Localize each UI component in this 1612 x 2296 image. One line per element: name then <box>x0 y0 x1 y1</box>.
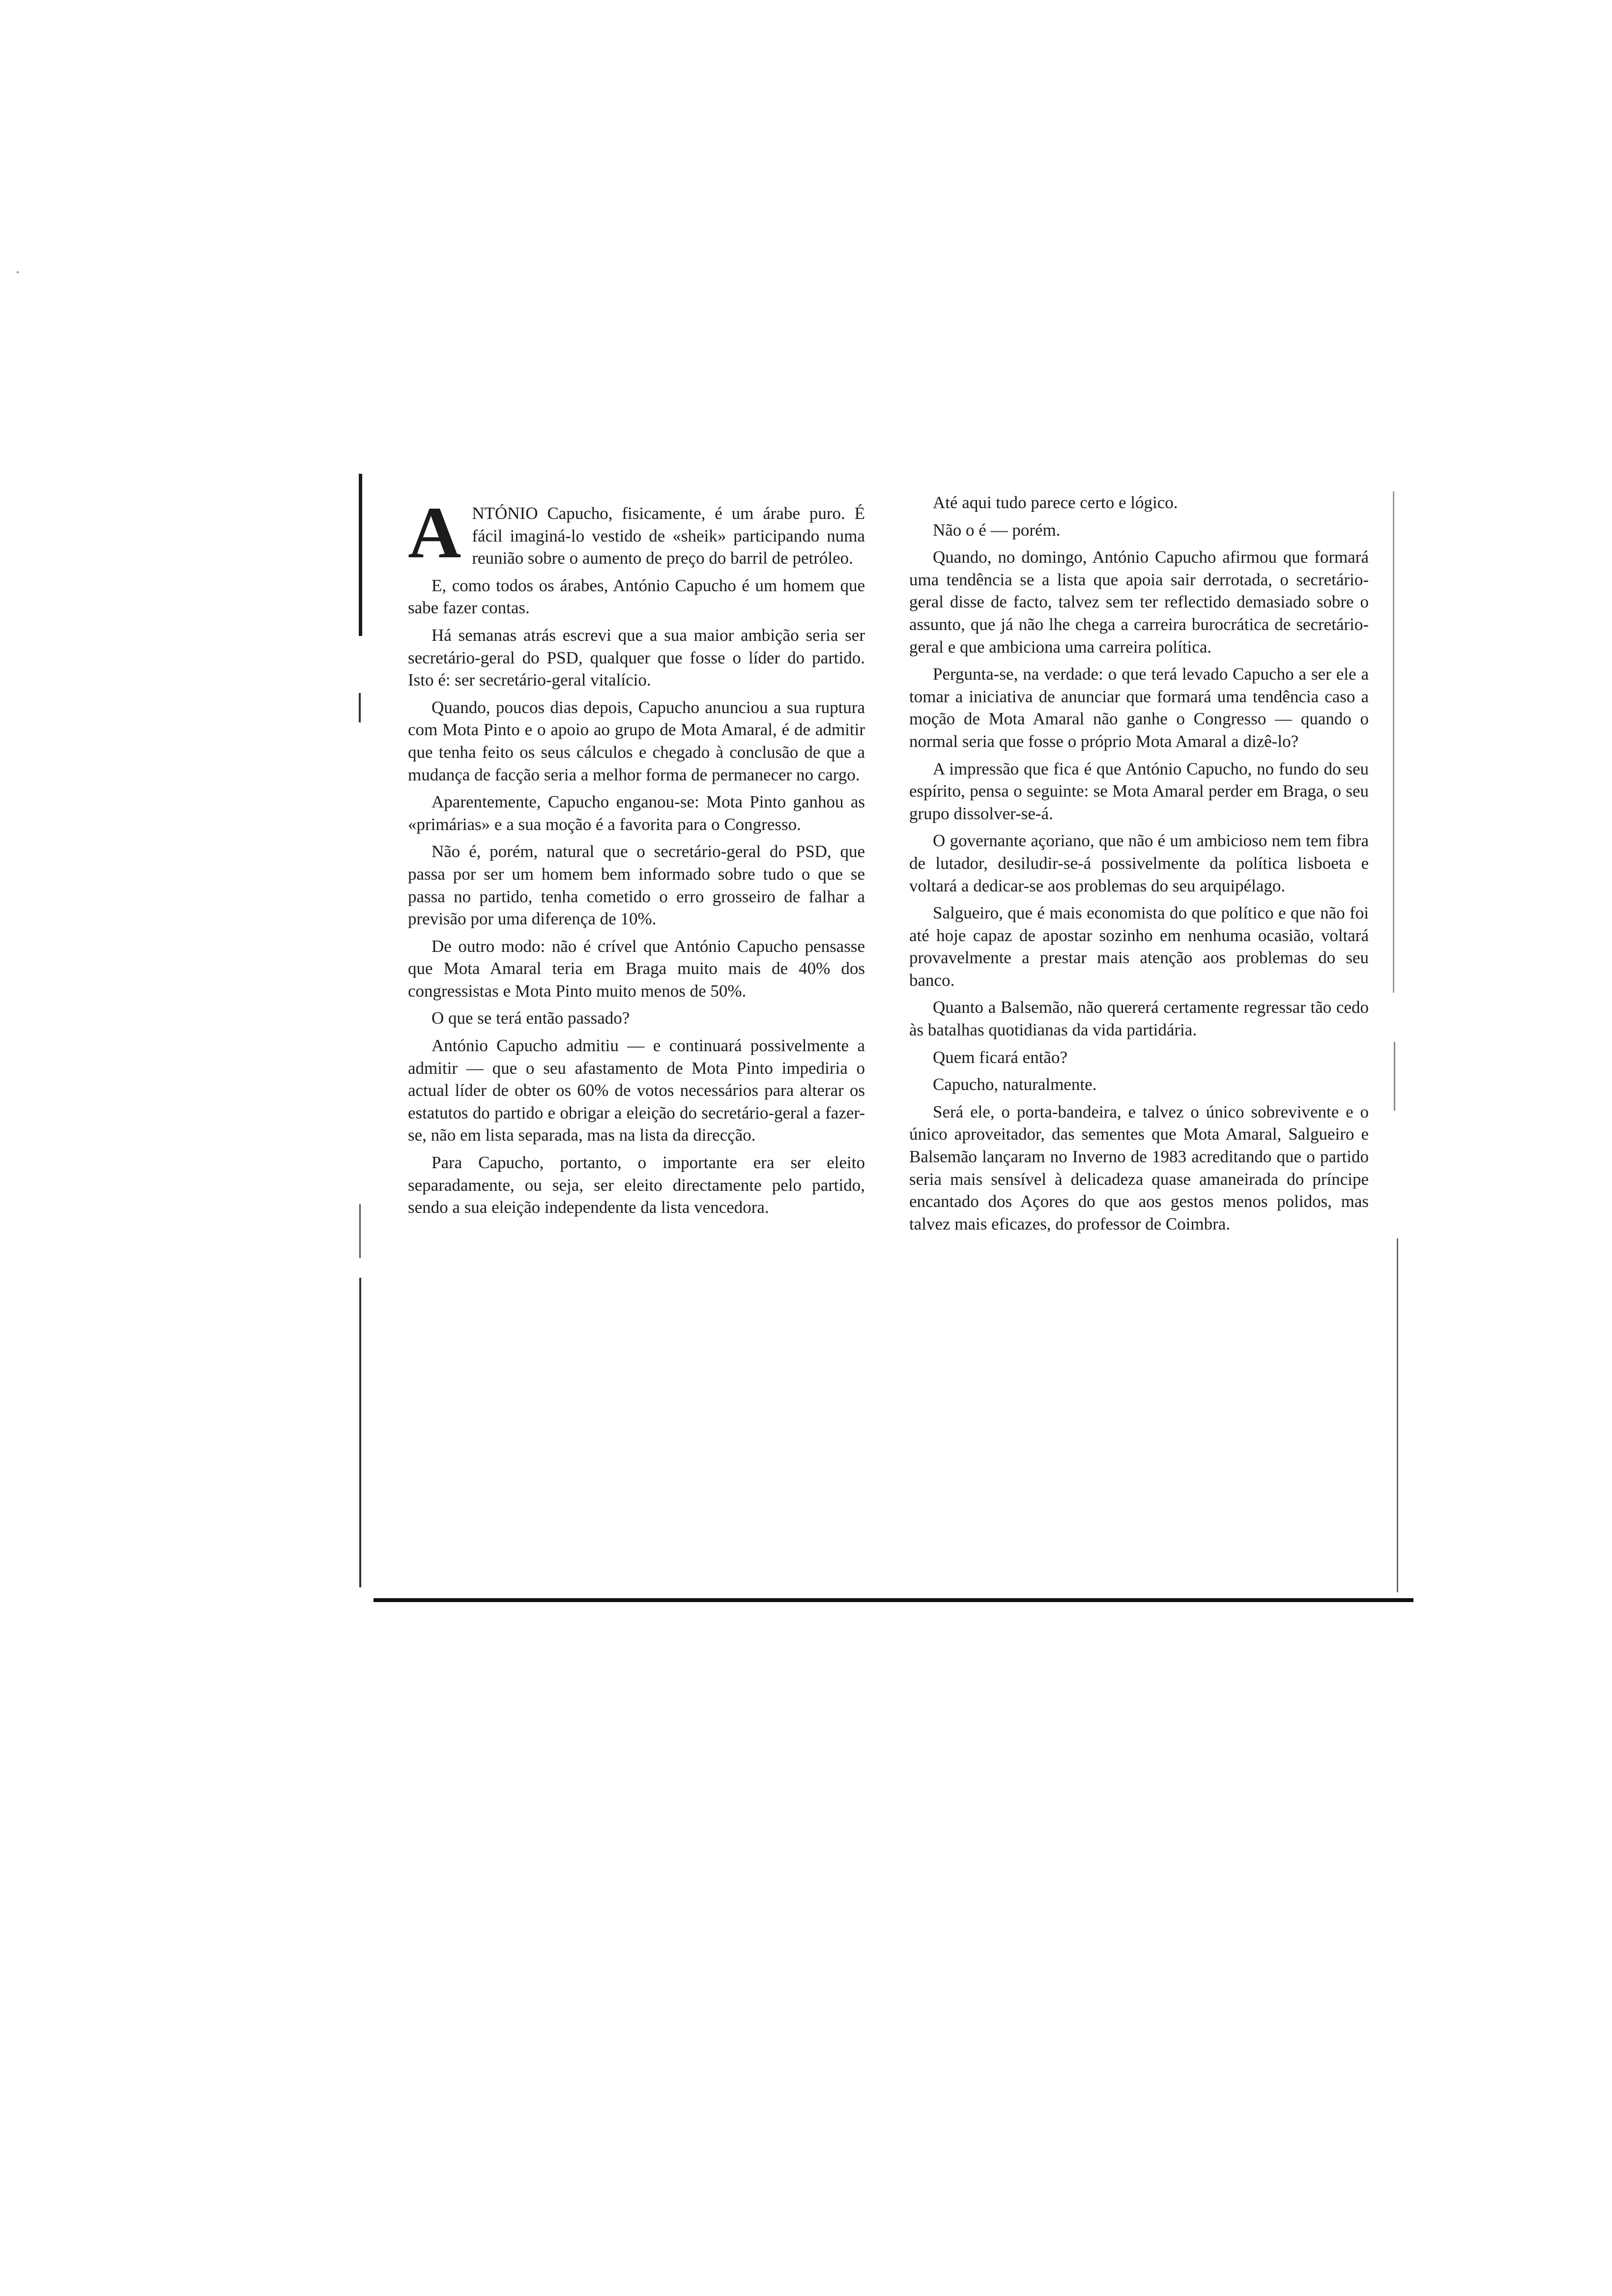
column-rule <box>359 1204 361 1258</box>
drop-cap: A <box>408 492 461 574</box>
column-rule <box>1397 1238 1398 1592</box>
paragraph: Há semanas atrás escrevi que a sua maior ambição seria ser secretário-geral do PSD, qualquer que fosse o líder do partido. Isto é: ser secretário-geral vitalício. <box>408 625 865 690</box>
column-rule <box>1394 1042 1395 1111</box>
paragraph: O governante açoriano, que não é um ambicioso nem tem fibra de lutador, desiludir-se-á possivelmente da política lisboeta e voltará a dedicar-se aos problemas do seu arquipélago. <box>909 831 1369 895</box>
paragraph: Não é, porém, natural que o secretário-geral do PSD, que passa por ser um homem bem informado sobre tudo o que se passa no partido, tenha cometido o erro grosseiro de falhar a previsão por uma diferença de 10%. <box>408 842 865 929</box>
paragraph: Quando, poucos dias depois, Capucho anunciou a sua ruptura com Mota Pinto e o apoio ao grupo de Mota Amaral, é de admitir que tenha feito os seus cálculos e chegado à conclusão de que a mudança de facção seria a melhor forma de permanecer no cargo. <box>408 697 865 784</box>
paragraph: O que se terá então passado? <box>432 1008 630 1028</box>
column-rule <box>359 1278 361 1587</box>
paragraph: António Capucho admitiu — e continuará possivelmente a admitir — que o seu afastamento de Mota Pinto impediria o actual líder de obter os 60% de votos necessários para alterar os estatutos do partido e obrigar a eleição do secretário-geral a fazer-se, não em lista separada, mas na lista da direcção. <box>408 1036 865 1145</box>
paragraph: Não o é — porém. <box>933 520 1061 540</box>
paragraph: De outro modo: não é crível que António Capucho pensasse que Mota Amaral teria em Braga muito mais de 40% dos congressistas e Mota Pinto muito menos de 50%. <box>408 936 865 1001</box>
paragraph: Será ele, o porta-bandeira, e talvez o único sobrevivente e o único aproveitador, das sementes que Mota Amaral, Salgueiro e Balsemão lançaram no Inverno de 1983 acreditando que o partido seria mais sensível à delicadeza quase amaneirada do príncipe encantado dos Açores do que aos gestos menos polidos, mas talvez mais eficazes, do professor de Coimbra. <box>909 1102 1369 1234</box>
paragraph: Para Capucho, portanto, o importante era ser eleito separadamente, ou seja, ser eleito directamente pelo partido, sendo a sua eleição independente da lista vencedora. <box>408 1153 865 1217</box>
column-rule <box>1393 491 1394 993</box>
scan-speck <box>17 271 19 273</box>
paragraph: Quem ficará então? <box>933 1047 1068 1067</box>
paragraph: Aparentemente, Capucho enganou-se: Mota Pinto ganhou as «primárias» e a sua moção é a favorita para o Congresso. <box>408 792 865 834</box>
bottom-rule <box>374 1598 1413 1602</box>
newspaper-clipping <box>359 472 1415 1605</box>
right-column <box>909 491 1369 1240</box>
paragraph: Até aqui tudo parece certo e lógico. <box>933 493 1178 512</box>
column-rule <box>359 474 362 636</box>
paragraph: A impressão que fica é que António Capucho, no fundo do seu espírito, pensa o seguinte: se Mota Amaral perder em Braga, o seu grupo dissolver-se-á. <box>909 759 1369 823</box>
left-column <box>408 492 865 1224</box>
paragraph: E, como todos os árabes, António Capucho é um homem que sabe fazer contas. <box>408 575 865 618</box>
paragraph: Quando, no domingo, António Capucho afirmou que formará uma tendência se a lista que apoia sair derrotada, o secretário-geral disse de facto, talvez sem ter reflectido demasiado sobre o assunto, que já não lhe chega a carreira burocrática de secretário-geral e que ambiciona uma carreira política. <box>909 547 1369 657</box>
column-rule <box>359 693 361 722</box>
paragraph: Pergunta-se, na verdade: o que terá levado Capucho a ser ele a tomar a iniciativa de anunciar que formará uma tendência caso a moção de Mota Amaral não ganhe o Congresso — quando o normal seria que fosse o próprio Mota Amaral a dizê-lo? <box>909 664 1369 751</box>
paragraph: Salgueiro, que é mais economista do que político e que não foi até hoje capaz de apostar sozinho em nenhuma ocasião, voltará provavelmente a prestar mais atenção aos problemas do seu banco. <box>909 903 1369 990</box>
paragraph: Capucho, naturalmente. <box>933 1075 1097 1094</box>
paragraph-text: NTÓNIO Capucho, fisicamente, é um árabe puro. É fácil imaginá-lo vestido de «sheik» participando numa reunião sobre o aumento de preço do barril de petróleo. <box>472 504 865 568</box>
paragraph <box>408 492 865 574</box>
paragraph: Quanto a Balsemão, não quererá certamente regressar tão cedo às batalhas quotidianas da vida partidária. <box>909 998 1369 1040</box>
